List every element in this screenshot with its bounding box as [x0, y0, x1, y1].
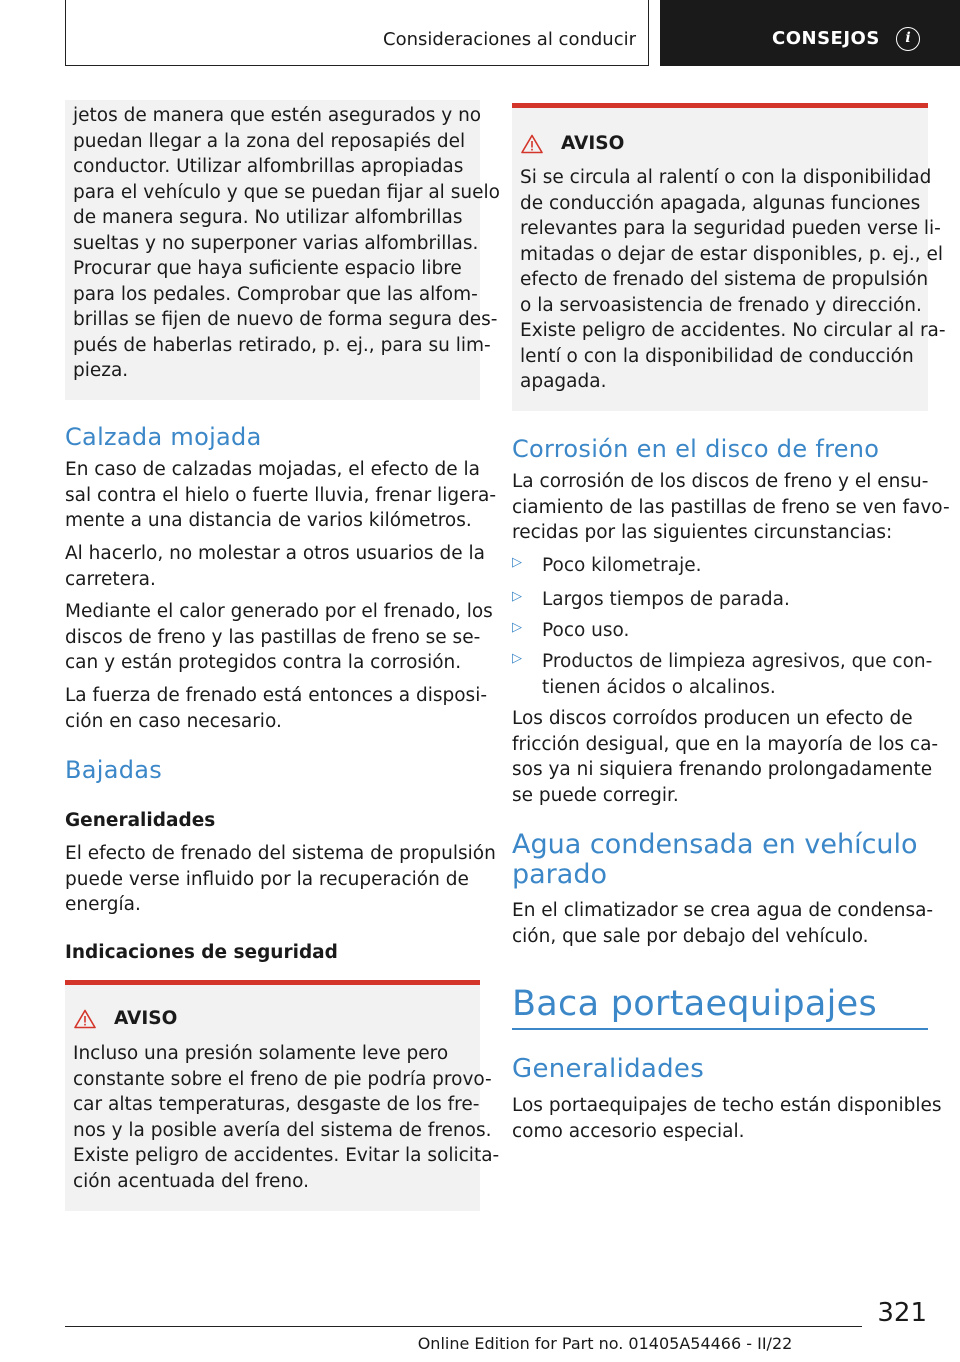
baca-paragraph: [512, 1093, 942, 1144]
list-item-text: [542, 649, 933, 700]
text-line: fricción desigual, que en la mayoría de los ca-: [512, 733, 939, 755]
calzada-paragraph-4: [65, 683, 488, 734]
text-line: mitadas o dejar de estar disponibles, p. ej., el: [520, 243, 944, 265]
text-line: Los portaequipajes de techo están disponibles: [512, 1095, 942, 1116]
text-line: ción en caso necesario.: [65, 710, 282, 732]
text-line: La corrosión de los discos de freno y el ensu-: [512, 471, 929, 492]
heading-baca-portaequipajes: Baca portaequipajes: [512, 984, 877, 1024]
text-line: Procurar que haya suficiente espacio libre: [73, 258, 462, 279]
text-line: lentí o con la disponibilidad de conducción: [520, 345, 914, 367]
footer-edition: Online Edition for Part no. 01405A54466 - II/22: [417, 1334, 793, 1353]
text-line: efecto de frenado del sistema de propulsión: [520, 269, 929, 290]
aviso-header-left: [74, 1008, 177, 1029]
text-line: jetos de manera que estén asegurados y no: [73, 105, 482, 126]
header-tab[interactable]: [660, 0, 960, 66]
footer-rule: [65, 1326, 862, 1327]
bullet-triangle-icon: ▷: [512, 589, 522, 604]
heading-rule: [512, 1028, 928, 1030]
text-line: En caso de calzadas mojadas, el efecto de la: [65, 459, 481, 480]
text-line: Incluso una presión solamente leve pero: [73, 1043, 449, 1064]
text-line: conductor. Utilizar alfombrillas apropiadas: [73, 156, 464, 177]
heading-bajadas: Bajadas: [65, 756, 163, 784]
text-line: constante sobre el freno de pie podría provo-: [73, 1068, 492, 1090]
heading-agua-condensada: [512, 830, 918, 890]
info-icon: i: [896, 27, 920, 51]
text-line: Los discos corroídos producen un efecto de: [512, 708, 913, 729]
list-item-text: [542, 553, 927, 579]
page-number: 321: [877, 1298, 927, 1328]
text-line: nos y la posible avería del sistema de frenos.: [73, 1119, 492, 1141]
text-line: Agua condensada en vehículo: [512, 829, 918, 860]
aviso-title-left: AVISO: [114, 1008, 178, 1029]
text-line: ción, que sale por debajo del vehículo.: [512, 925, 869, 947]
list-item-text: [542, 587, 927, 613]
text-line: mente a una distancia de varios kilómetros.: [65, 510, 472, 531]
text-line: pués de haberlas retirado, p. ej., para su lim-: [73, 334, 491, 356]
bullet-triangle-icon: ▷: [512, 651, 522, 666]
text-line: Mediante el calor generado por el frenado, los: [65, 601, 493, 622]
text-line: Largos tiempos de parada.: [542, 589, 790, 610]
aviso-text-left: [73, 1041, 500, 1194]
aviso-title-right: AVISO: [561, 133, 625, 154]
text-line: o la servoasistencia de frenado y dirección.: [520, 294, 922, 316]
text-line: sueltas y no superponer varias alfombrillas.: [73, 232, 479, 254]
text-line: Productos de limpieza agresivos, que con-: [542, 651, 933, 672]
calzada-paragraph-2: [65, 541, 485, 592]
text-line: pieza.: [73, 360, 129, 381]
text-line: La fuerza de frenado está entonces a disposi-: [65, 685, 488, 706]
bullet-triangle-icon: ▷: [512, 555, 522, 570]
text-line: como accesorio especial.: [512, 1120, 745, 1142]
text-line: puede verse influido por la recuperación de: [65, 868, 469, 890]
text-line: de manera segura. No utilizar alfombrillas: [73, 207, 463, 228]
text-line: puedan llegar a la zona del reposapiés del: [73, 130, 466, 152]
text-line: discos de freno y las pastillas de freno se se-: [65, 626, 481, 648]
text-line: se puede corregir.: [512, 784, 679, 806]
text-line: Poco kilometraje.: [542, 555, 702, 576]
text-line: energía.: [65, 894, 141, 915]
heading-baca-generalidades: Generalidades: [512, 1054, 705, 1084]
header-tab-label: CONSEJOS: [772, 28, 880, 49]
text-line: recidas por las siguientes circunstancias:: [512, 522, 893, 543]
text-line: Al hacerlo, no molestar a otros usuarios de la: [65, 543, 485, 564]
heading-corrosion: Corrosión en el disco de freno: [512, 435, 880, 463]
heading-indicaciones: Indicaciones de seguridad: [65, 942, 338, 963]
text-line: Poco uso.: [542, 620, 630, 641]
text-line: para el vehículo y que se puedan fijar al suelo: [73, 181, 500, 203]
heading-generalidades: Generalidades: [65, 810, 216, 831]
text-line: carretera.: [65, 568, 156, 590]
text-line: ción acentuada del freno.: [73, 1170, 309, 1192]
text-line: apagada.: [520, 371, 607, 392]
text-line: brillas se fijen de nuevo de forma segura des-: [73, 309, 498, 330]
text-line: relevantes para la seguridad pueden verse li-: [520, 218, 941, 239]
generalidades-paragraph: [65, 841, 496, 918]
text-line: de conducción apagada, algunas funciones: [520, 192, 921, 214]
header-section-box: [65, 0, 649, 66]
corrosion-paragraph: [512, 469, 950, 546]
text-line: ciamiento de las pastillas de freno se ven favo-: [512, 496, 950, 518]
text-line: can y están protegidos contra la corrosión.: [65, 652, 462, 673]
text-line: sos ya ni siquiera frenando prolongadamente: [512, 759, 933, 780]
text-line: sal contra el hielo o fuerte lluvia, frenar ligera-: [65, 484, 497, 506]
text-line: car altas temperaturas, desgaste de los fre-: [73, 1094, 480, 1115]
corrosion-paragraph-2: [512, 706, 939, 808]
text-line: Existe peligro de accidentes. Evitar la solicita-: [73, 1145, 500, 1166]
aviso-header-right: [521, 133, 624, 154]
list-item-text: [542, 618, 927, 644]
text-line: En el climatizador se crea agua de condensa-: [512, 900, 934, 921]
text-line: Existe peligro de accidentes. No circular al ra-: [520, 320, 946, 341]
warning-icon: [74, 1009, 96, 1029]
intro-text: [73, 103, 500, 384]
text-line: Si se circula al ralentí o con la disponibilidad: [520, 167, 932, 188]
text-line: para los pedales. Comprobar que las alfom-: [73, 283, 478, 305]
calzada-paragraph-3: [65, 599, 493, 676]
agua-paragraph: [512, 898, 932, 949]
calzada-paragraph-1: [65, 457, 497, 534]
text-line: tienen ácidos o alcalinos.: [542, 676, 776, 698]
warning-icon: [521, 134, 543, 154]
text-line: El efecto de frenado del sistema de propulsión: [65, 843, 496, 864]
header-section-title: Consideraciones al conducir: [383, 29, 636, 50]
text-line: parado: [512, 859, 607, 890]
heading-calzada-mojada: Calzada mojada: [65, 423, 262, 451]
aviso-text-right: [520, 165, 946, 395]
bullet-triangle-icon: ▷: [512, 620, 522, 635]
